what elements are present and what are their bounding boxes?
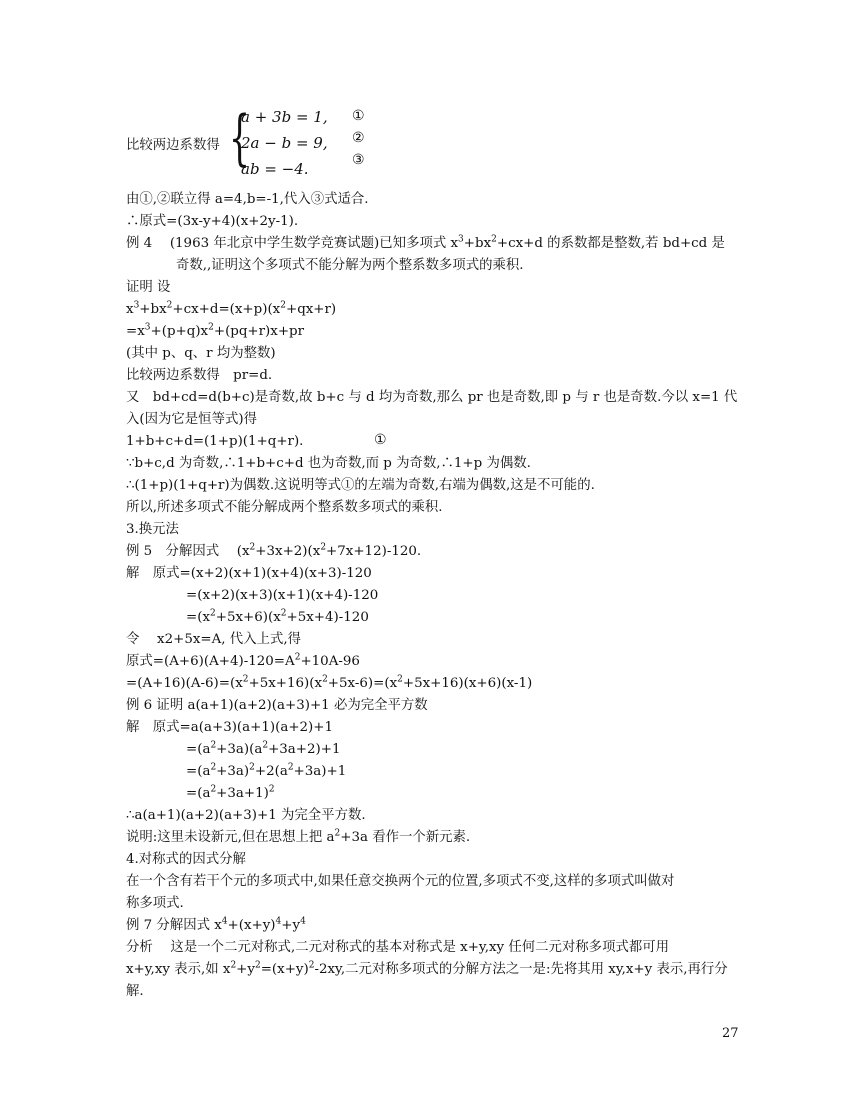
text-line: ∴(1+p)(1+q+r)为偶数.这说明等式①的左端为奇数,右端为偶数,这是不可能的. (126, 478, 595, 493)
text-line: 由①,②联立得 a=4,b=-1,代入③式适合. (126, 192, 369, 207)
circled-2: ② (352, 130, 365, 146)
text-line: 又 bd+cd=d(b+c)是奇数,故 b+c 与 d 均为奇数,那么 pr 也是奇数,即 p 与 r 也是奇数.今以 x=1 代 (126, 390, 738, 405)
formula-line: 解 原式=a(a+3)(a+1)(a+2)+1 (126, 720, 334, 735)
equation-system (126, 103, 426, 184)
equation-1: a + 3b = 1, (241, 108, 328, 126)
formula-line: 1+b+c+d=(1+p)(1+q+r). (126, 434, 304, 449)
page-number: 27 (722, 1026, 739, 1041)
circled-3: ③ (352, 152, 365, 168)
formula-line: $=(a^2+3a)^2+2(a^2+3a)+1$ (186, 762, 347, 779)
text-line: 解. (126, 984, 144, 999)
equation-3: ab = −4. (241, 160, 309, 178)
text-line: 称多项式. (126, 896, 184, 911)
circled-1: ① (352, 108, 365, 124)
section-heading: 3.换元法 (126, 522, 179, 537)
left-brace: { (229, 103, 251, 173)
text-line: 在一个含有若干个元的多项式中,如果任意交换两个元的位置,多项式不变,这样的多项式叫做对 (126, 874, 675, 889)
text-line: 证明 设 (126, 280, 171, 295)
equation-2: 2a − b = 9, (241, 134, 328, 152)
text-line: x+y,xy 表示,如 $x^2+y^2=(x+y)^2-2xy$,二元对称多项式的分解方法之一是:先将其用 xy,x+y 表示,再行分 (126, 960, 728, 977)
formula-line: 原式$=(A+6)(A+4)-120=A^2+10A-96$ (126, 652, 360, 669)
example-line: 例 6 证明 a(a+1)(a+2)(a+3)+1 必为完全平方数 (126, 698, 428, 713)
text-line: 令 x2+5x=A, 代入上式,得 (126, 632, 302, 647)
formula-line: $=(a^2+3a+1)^2$ (186, 784, 275, 801)
text-line: 分析 这是一个二元对称式,二元对称式的基本对称式是 x+y,xy 任何二元对称多项式都可用 (126, 940, 670, 955)
example-line: 例 5 分解因式 $(x^2+3x+2)(x^2+7x+12)-120$. (126, 542, 422, 559)
example-line: 例 7 分解因式 $x^4+(x+y)^4+y^4$ (126, 916, 306, 933)
text-line: 所以,所述多项式不能分解成两个整系数多项式的乘积. (126, 500, 443, 515)
text-line: 例 4 (1963 年北京中学生数学竞赛试题)已知多项式 $x^3+bx^2+cx+d$ 的系数都是整数,若 bd+cd 是 (126, 234, 725, 251)
text-line: ∵b+c,d 为奇数,∴1+b+c+d 也为奇数,而 p 为奇数,∴1+p 为偶数. (126, 456, 531, 471)
text-line: 入(因为它是恒等式)得 (126, 412, 257, 427)
text-line: ∴a(a+1)(a+2)(a+3)+1 为完全平方数. (126, 808, 366, 823)
text-line: 说明:这里未设新元,但在思想上把 $a^2+3a$ 看作一个新元素. (126, 828, 471, 845)
formula-line: $=x^3+(p+q)x^2+(pq+r)x+pr$ (126, 322, 305, 339)
formula-line: $=(A+16)(A-6)=(x^2+5x+16)(x^2+5x-6)=(x^2+5x+16)(x+6)(x-1)$ (126, 674, 533, 691)
section-heading: 4.对称式的因式分解 (126, 852, 246, 867)
system-label: 比较两边系数得 (126, 138, 220, 153)
formula-line: $=(x^2+5x+6)(x^2+5x+4)-120$ (186, 608, 369, 625)
text-line: ∴原式=(3x-y+4)(x+2y-1). (126, 214, 299, 229)
formula-line: 解 原式=(x+2)(x+1)(x+4)(x+3)-120 (126, 566, 372, 581)
formula-line: $x^3+bx^2+cx+d=(x+p)(x^2+qx+r)$ (126, 300, 337, 317)
text-line: (其中 p、q、r 均为整数) (126, 346, 276, 361)
formula-line: $=(a^2+3a)(a^2+3a+2)+1$ (186, 740, 341, 757)
circled-1-marker: ① (374, 432, 387, 448)
formula-line: =(x+2)(x+3)(x+1)(x+4)-120 (186, 588, 379, 603)
text-line: 比较两边系数得 pr=d. (126, 368, 273, 383)
text-line: 奇数,,证明这个多项式不能分解为两个整系数多项式的乘积. (176, 258, 524, 273)
